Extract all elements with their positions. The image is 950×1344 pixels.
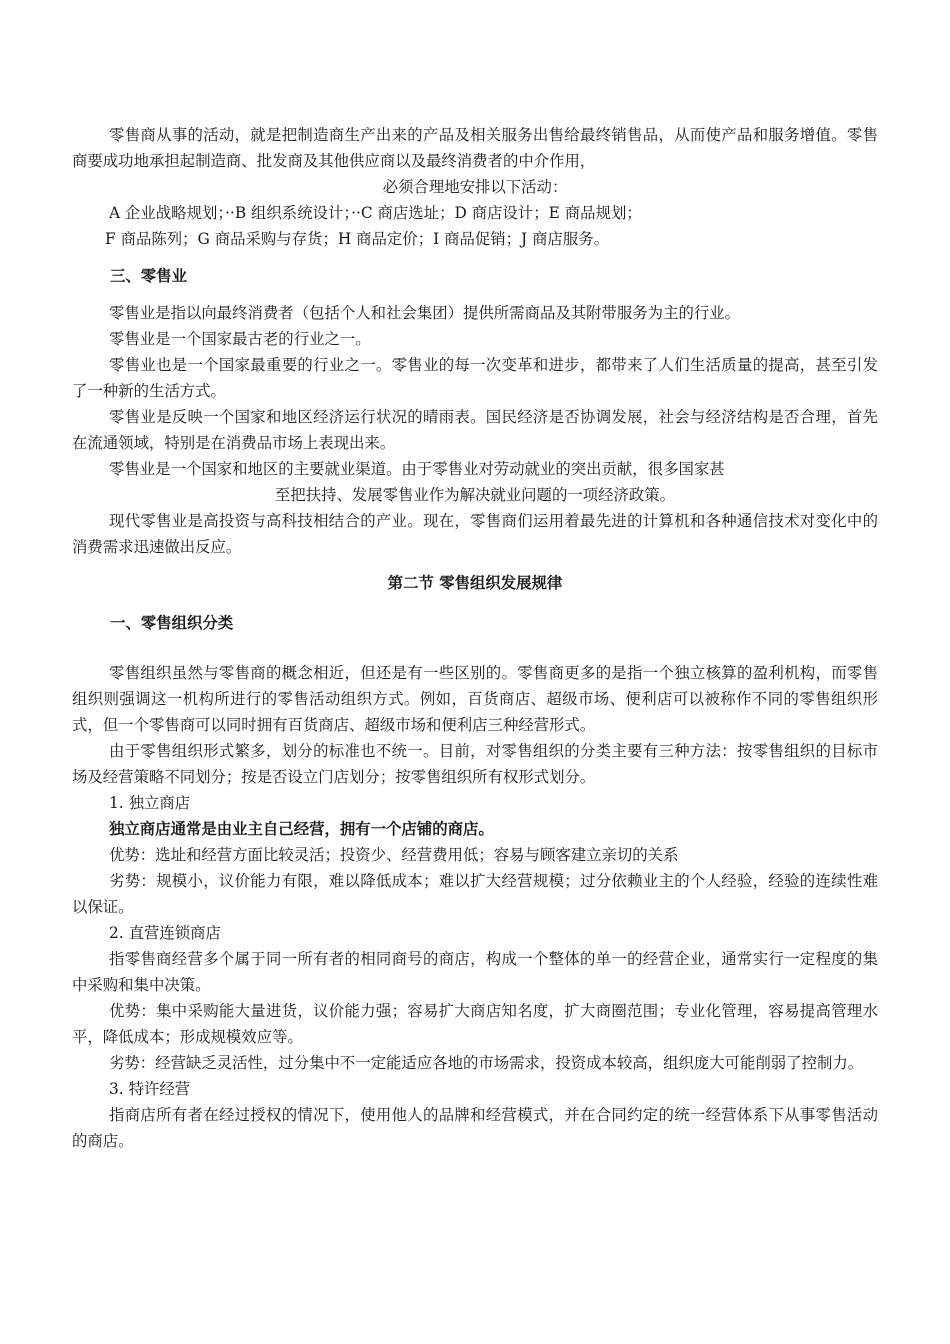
retail-paragraph-3: 零售业也是一个国家最重要的行业之一。零售业的每一次变革和进步，都带来了人们生活质量的提高，甚至引发了一种新的生活方式。 bbox=[72, 356, 878, 400]
subsection-heading-classification: 一、零售组织分类 bbox=[110, 614, 234, 632]
retail-paragraph-4: 零售业是反映一个国家和地区经济运行状况的晴雨表。国民经济是否协调发展，社会与经济结构是否合理，首先在流通领域，特别是在消费品市场上表现出来。 bbox=[72, 408, 878, 452]
activity-list-line-2: F 商品陈列；G 商品采购与存货；H 商品定价；I 商品促销；J 商店服务。 bbox=[105, 230, 610, 248]
classification-paragraph-2: 由于零售组织形式繁多，划分的标准也不统一。目前，对零售组织的分类主要有三种方法：按零售组织的目标市场及经营策略不同划分；按是否设立门店划分；按零售组织所有权形式划分。 bbox=[72, 742, 878, 786]
item-advantages-chain-store: 优势：集中采购能大量进货，议价能力强；容易扩大商店知名度，扩大商圈范围；专业化管理，容易提高管理水平，降低成本；形成规模效应等。 bbox=[72, 1002, 878, 1046]
intro-paragraph: 零售商从事的活动，就是把制造商生产出来的产品及相关服务出售给最终销售品，从而使产品和服务增值。零售商要成功地承担起制造商、批发商及其他供应商以及最终消费者的中介作用， bbox=[72, 126, 878, 170]
section-heading-retail-industry: 三、零售业 bbox=[110, 267, 187, 285]
item-title-independent-store: 1. 独立商店 bbox=[109, 794, 191, 812]
retail-paragraph-1: 零售业是指以向最终消费者（包括个人和社会集团）提供所需商品及其附带服务为主的行业。 bbox=[109, 304, 741, 322]
retail-paragraph-6: 现代零售业是高投资与高科技相结合的产业。现在，零售商们运用着最先进的计算机和各种通信技术对变化中的消费需求迅速做出反应。 bbox=[72, 512, 878, 556]
item-disadvantages-chain-store: 劣势：经营缺乏灵活性，过分集中不一定能适应各地的市场需求，投资成本较高，组织庞大可能削弱了控制力。 bbox=[109, 1054, 864, 1072]
retail-paragraph-5: 零售业是一个国家和地区的主要就业渠道。由于零售业对劳动就业的突出贡献，很多国家甚 bbox=[109, 460, 725, 478]
retail-paragraph-5-end: 至把扶持、发展零售业作为解决就业问题的一项经济政策。 bbox=[274, 486, 676, 504]
classification-paragraph-1: 零售组织虽然与零售商的概念相近，但还是有一些区别的。零售商更多的是指一个独立核算的盈利机构，而零售组织则强调这一机构所进行的零售活动组织方式。例如，百货商店、超级市场、便利店可以被称作不同的零售组织形式，但一个零售商可以同时拥有百货商店、超级市场和便利店三种经营形式。 bbox=[72, 664, 878, 734]
intro-paragraph-end: 必须合理地安排以下活动： bbox=[382, 178, 568, 196]
activity-list-line-1: A 企业战略规划；··B 组织系统设计；··C 商店选址；D 商店设计；E 商品规划； bbox=[109, 204, 642, 222]
item-disadvantages-independent-store: 劣势：规模小，议价能力有限，难以降低成本；难以扩大经营规模；过分依赖业主的个人经验，经验的连续性难以保证。 bbox=[72, 872, 878, 916]
section-title: 第二节 零售组织发展规律 bbox=[387, 574, 563, 592]
item-title-franchise: 3. 特许经营 bbox=[109, 1080, 191, 1098]
item-definition-franchise: 指商店所有者在经过授权的情况下，使用他人的品牌和经营模式，并在合同约定的统一经营体系下从事零售活动的商店。 bbox=[72, 1106, 878, 1150]
item-definition-independent-store: 独立商店通常是由业主自己经营，拥有一个店铺的商店。 bbox=[109, 820, 494, 838]
item-title-chain-store: 2. 直营连锁商店 bbox=[109, 924, 221, 942]
retail-paragraph-2: 零售业是一个国家最古老的行业之一。 bbox=[109, 330, 371, 348]
item-advantages-independent-store: 优势：选址和经营方面比较灵活；投资少、经营费用低；容易与顾客建立亲切的关系 bbox=[109, 846, 679, 864]
item-definition-chain-store: 指零售商经营多个属于同一所有者的相同商号的商店，构成一个整体的单一的经营企业，通常实行一定程度的集中采购和集中决策。 bbox=[72, 950, 878, 994]
